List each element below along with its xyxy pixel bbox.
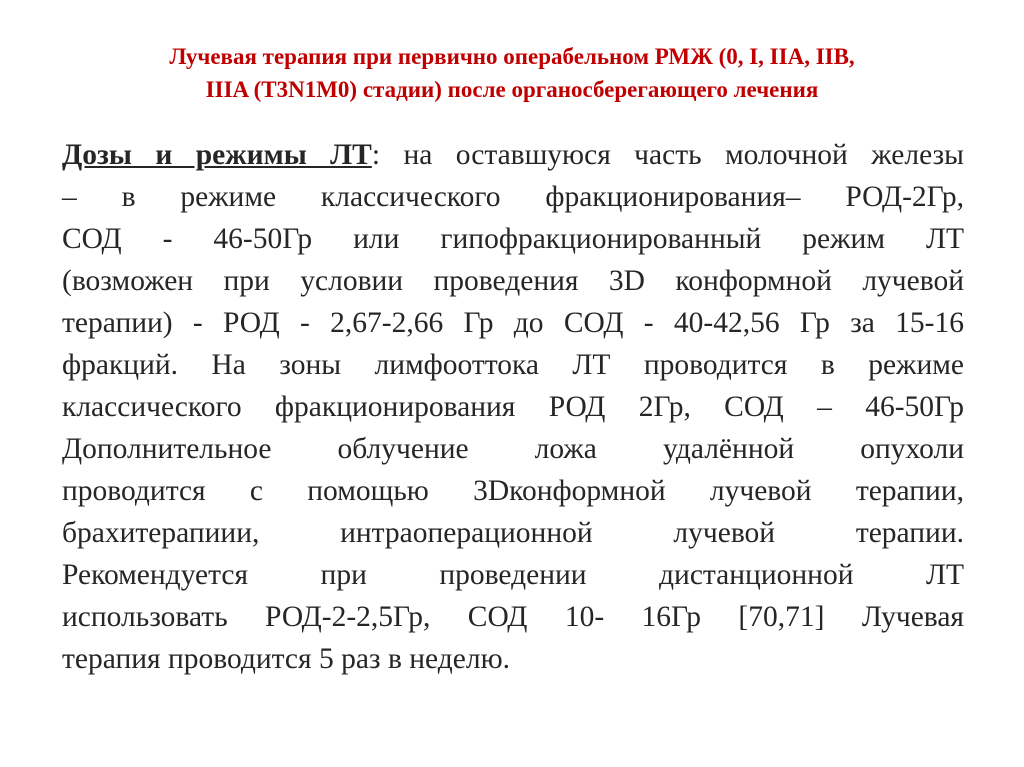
- body-line-8: Дополнительное облучение ложа удалённой опухоли: [62, 433, 964, 465]
- body-line-9: проводится с помощью 3Dконформной лучевой терапии,: [62, 475, 964, 507]
- body-line-7: классического фракционирования РОД 2Гр, СОД – 46-50Гр: [62, 391, 964, 423]
- body-line-1: [62, 134, 964, 176]
- body-line-6: фракций. На зоны лимфооттока ЛТ проводится в режиме: [62, 349, 964, 381]
- body-paragraph: [62, 134, 964, 680]
- body-line-2: – в режиме классического фракционирования– РОД-2Гр,: [62, 181, 964, 213]
- body-line-11: Рекомендуется при проведении дистанционной ЛТ: [62, 559, 964, 591]
- body-line-12: использовать РОД-2-2,5Гр, СОД 10- 16Гр [70,71] Лучевая: [62, 601, 964, 633]
- body-line-4: (возможен при условии проведения 3D конформной лучевой: [62, 265, 964, 297]
- slide-title-line-2: IIIA (T3N1M0) стадии) после органосберегающего лечения: [205, 77, 819, 102]
- body-line-10: брахитерапиии, интраоперационной лучевой терапии.: [62, 517, 964, 549]
- body-line-5: терапии) - РОД - 2,67-2,66 Гр до СОД - 40-42,56 Гр за 15-16: [62, 307, 964, 339]
- body-line-3: СОД - 46-50Гр или гипофракционированный режим ЛТ: [62, 223, 964, 255]
- body-line-1-text: : на оставшуюся часть молочной железы: [371, 139, 964, 171]
- slide-title: [60, 40, 964, 106]
- slide-title-line-1: Лучевая терапия при первично операбельном РМЖ (0, I, IIA, IIB,: [169, 44, 855, 69]
- lead-heading: Дозы и режимы ЛТ: [62, 139, 372, 171]
- body-line-13: терапия проводится 5 раз в неделю.: [62, 643, 510, 675]
